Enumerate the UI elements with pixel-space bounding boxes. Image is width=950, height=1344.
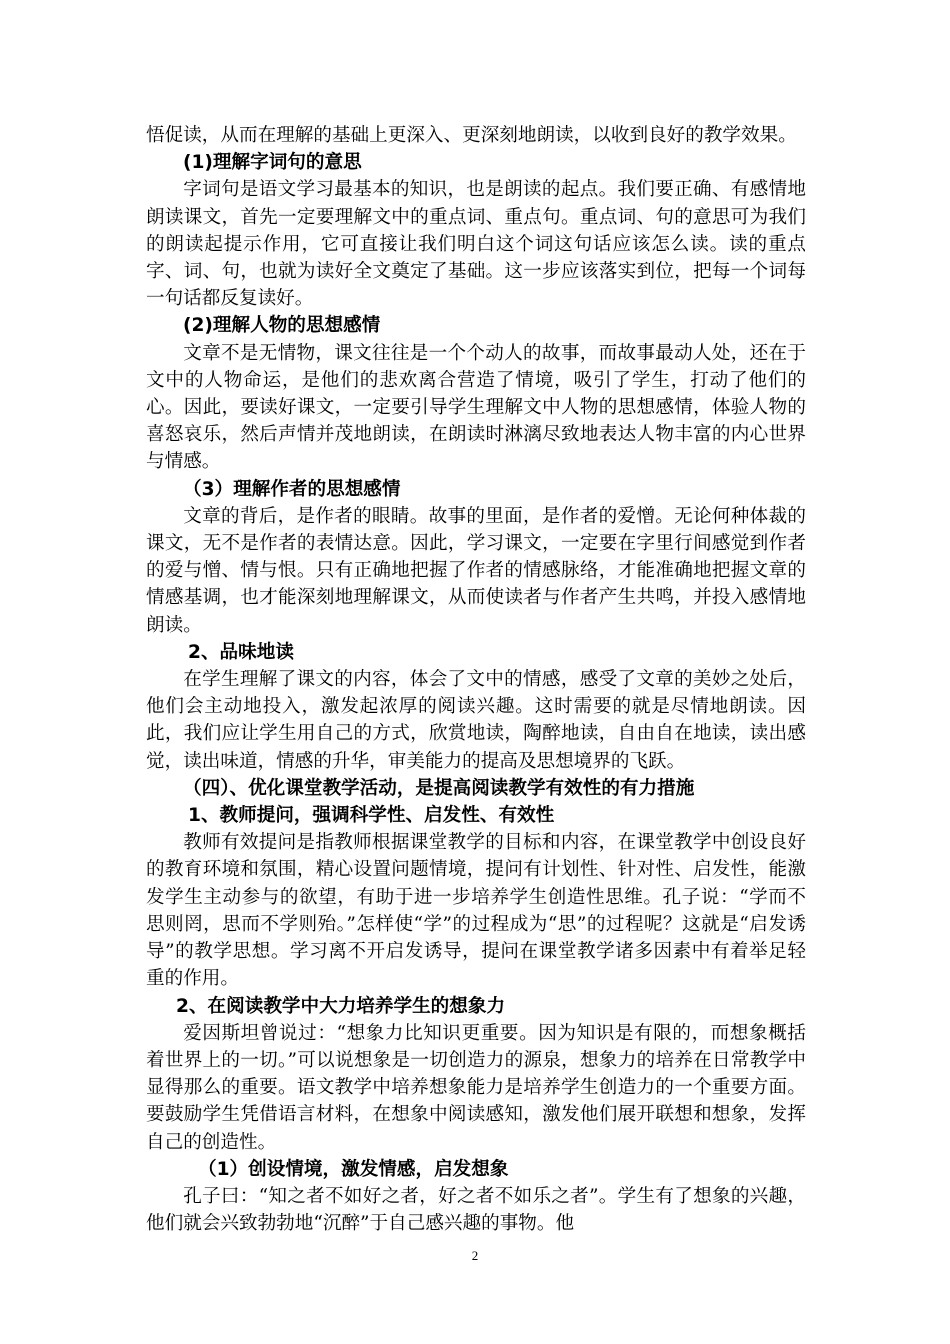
section-heading: 2、品味地读 xyxy=(188,641,294,663)
section-heading: (2)理解人物的思想感情 xyxy=(183,315,381,337)
body-paragraph: 教师有效提问是指教师根据课堂教学的目标和内容，在课堂教学中创设良好的教育环境和氛围，精心设置问题情境，提问有计划性、针对性、启发性，能激发学生主动参与的欲望，有助于进一步培养学生创造性思维。孔子说：“学而不思则罔，思而不学则殆。”怎样使“学”的过程成为“思”的过程呢？这就是“启发诱导”的教学思想。学习离不开启发诱导，提问在课堂教学诸多因素中有着举足轻重的作用。 xyxy=(146,832,806,990)
body-paragraph: 爱因斯坦曾说过：“想象力比知识更重要。因为知识是有限的，而想象概括着世界上的一切。”可以说想象是一切创造力的源泉，想象力的培养在日常教学中显得那么的重要。语文教学中培养想象能力是培养学生创造力的一个重要方面。要鼓励学生凭借语言材料，在想象中阅读感知，激发他们展开联想和想象，发挥自己的创造性。 xyxy=(146,1022,806,1153)
document-body xyxy=(146,122,806,1237)
section-heading: （四）、优化课堂教学活动，是提高阅读教学有效性的有力措施 xyxy=(183,777,695,799)
body-paragraph: 文章的背后，是作者的眼睛。故事的里面，是作者的爱憎。无论何种体裁的课文，无不是作者的表情达意。因此，学习课文，一定要在字里行间感觉到作者的爱与憎、情与恨。只有正确地把握了作者的情感脉络，才能准确地把握文章的情感基调，也才能深刻地理解课文，从而使读者与作者产生共鸣，并投入感情地朗读。 xyxy=(146,505,806,636)
body-paragraph: 悟促读，从而在理解的基础上更深入、更深刻地朗读，以收到良好的教学效果。 xyxy=(146,125,797,146)
body-paragraph: 孔子曰：“知之者不如好之者，好之者不如乐之者”。学生有了想象的兴趣，他们就会兴致勃勃地“沉醉”于自己感兴趣的事物。他 xyxy=(146,1185,806,1235)
section-heading: 2、在阅读教学中大力培养学生的想象力 xyxy=(176,995,506,1017)
body-paragraph: 字词句是语文学习最基本的知识，也是朗读的起点。我们要正确、有感情地朗读课文，首先一定要理解文中的重点词、重点句。重点词、句的意思可为我们的朗读起提示作用，它可直接让我们明白这个词这句话应该怎么读。读的重点字、词、句，也就为读好全文奠定了基础。这一步应该落实到位，把每一个词每一句话都反复读好。 xyxy=(146,179,806,310)
section-heading: （1）创设情境，激发情感，启发想象 xyxy=(198,1158,509,1180)
section-heading: 1、教师提问，强调科学性、启发性、有效性 xyxy=(188,805,555,827)
body-paragraph: 文章不是无情物，课文往往是一个个动人的故事，而故事最动人处，还在于文中的人物命运，是他们的悲欢离合营造了情境，吸引了学生，打动了他们的心。因此，要读好课文，一定要引导学生理解文中人物的思想感情，体验人物的喜怒哀乐，然后声情并茂地朗读，在朗读时淋漓尽致地表达人物丰富的内心世界与情感。 xyxy=(146,342,806,473)
section-heading: (1)理解字词句的意思 xyxy=(183,152,362,174)
body-paragraph: 在学生理解了课文的内容，体会了文中的情感，感受了文章的美妙之处后，他们会主动地投入，激发起浓厚的阅读兴趣。这时需要的就是尽情地朗读。因此，我们应让学生用自己的方式，欣赏地读，陶醉地读，自由自在地读，读出感觉，读出味道，情感的升华，审美能力的提高及思想境界的飞跃。 xyxy=(146,669,806,772)
page-number: 2 xyxy=(471,1248,479,1263)
section-heading: （3）理解作者的思想感情 xyxy=(183,478,401,500)
